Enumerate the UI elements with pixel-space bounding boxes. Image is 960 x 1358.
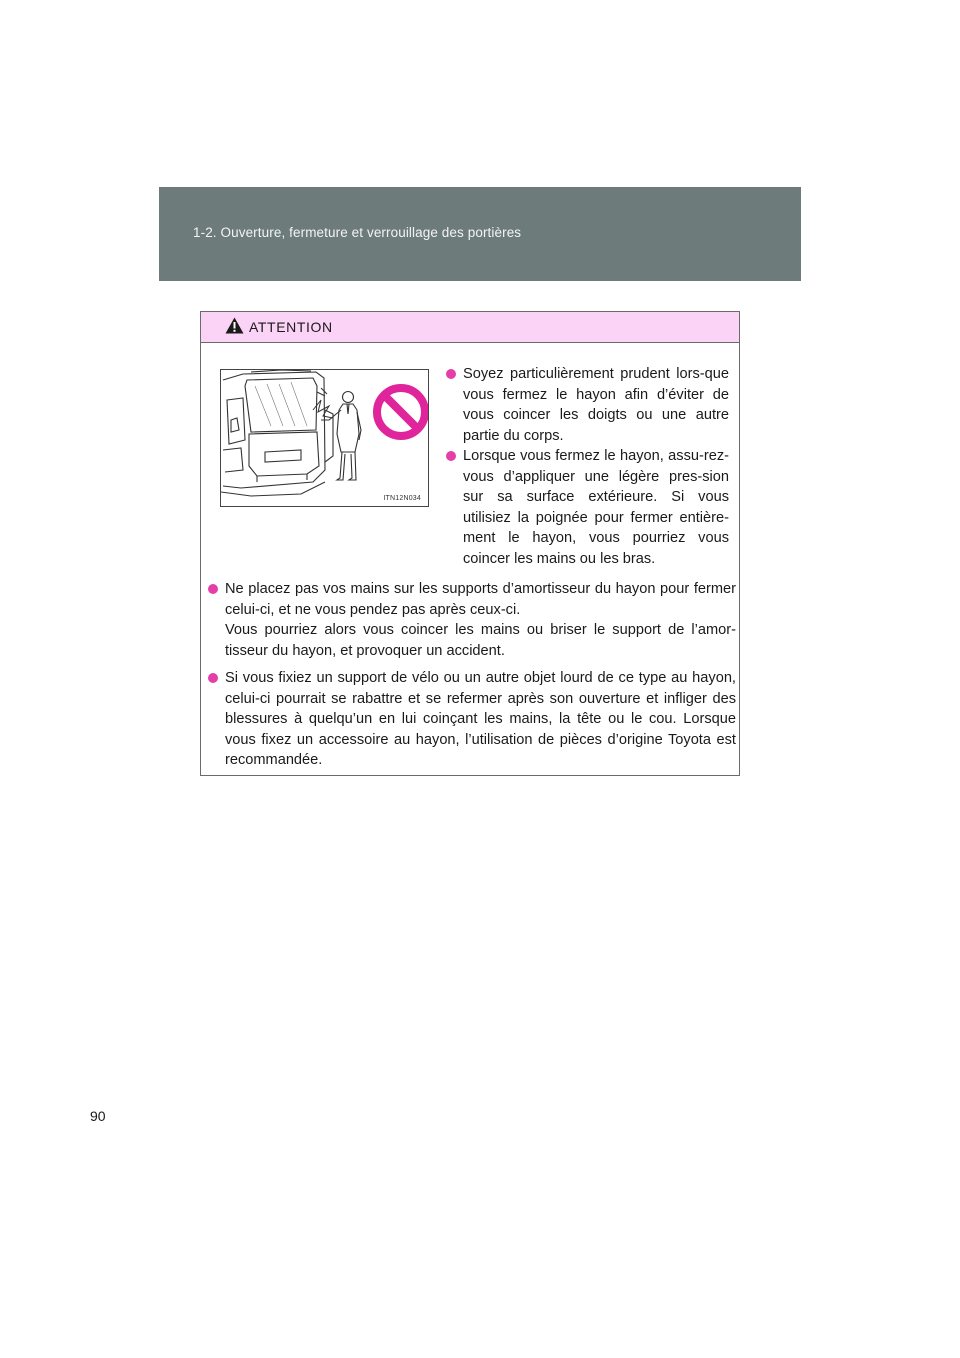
caution-item-text: Soyez particulièrement prudent lors-que vous fermez le hayon afin d’éviter de vous coincer les doigts ou une autre partie du corps. xyxy=(463,366,729,444)
caution-title: ATTENTION xyxy=(249,319,333,335)
pink-dot-bullet xyxy=(208,584,218,594)
prohibition-icon xyxy=(377,388,425,436)
caution-item-text: Si vous fixiez un support de vélo ou un autre objet lourd de ce type au hayon, celui-ci pourrait se rabattre et se refermer après son ouverture et infliger des blessures à quelqu’un en lui coinçant les mains, la tête ou le cou. Lorsque vous fixez un accessoire au hayon, l’utilisation de pièces d’origine Toyota est recommandée. xyxy=(225,670,736,768)
caution-item xyxy=(225,579,736,661)
caution-item xyxy=(463,364,729,446)
section-title: 1-2. Ouverture, fermeture et verrouillage des portières xyxy=(193,225,522,240)
caution-box xyxy=(200,311,740,776)
warning-triangle-icon xyxy=(225,317,244,334)
caution-item xyxy=(225,668,736,771)
pink-dot-bullet xyxy=(208,673,218,683)
caution-item-text: Ne placez pas vos mains sur les supports d’amortisseur du hayon pour fermer celui-ci, et ne vous pendez pas après ceux-ci. Vous pourriez alors vous coincer les mains ou briser le support de l’amor-tisseur du hayon, et provoquer un accident. xyxy=(225,581,736,659)
header-band xyxy=(159,187,801,281)
figure-code: ITN12N034 xyxy=(383,495,421,502)
caution-header xyxy=(201,312,739,343)
tailgate-illustration xyxy=(220,369,429,507)
pink-dot-bullet xyxy=(446,451,456,461)
caution-item xyxy=(463,446,729,569)
tailgate-drawing xyxy=(221,370,428,506)
caution-item-text: Lorsque vous fermez le hayon, assu-rez-vous d’appliquer une légère pres-sion sur sa surface extérieure. Si vous utilisiez la poignée pour fermer entière-ment le hayon, vous pourriez vous coincer les mains ou les bras. xyxy=(463,448,729,567)
pink-dot-bullet xyxy=(446,369,456,379)
page-number: 90 xyxy=(90,1108,106,1124)
